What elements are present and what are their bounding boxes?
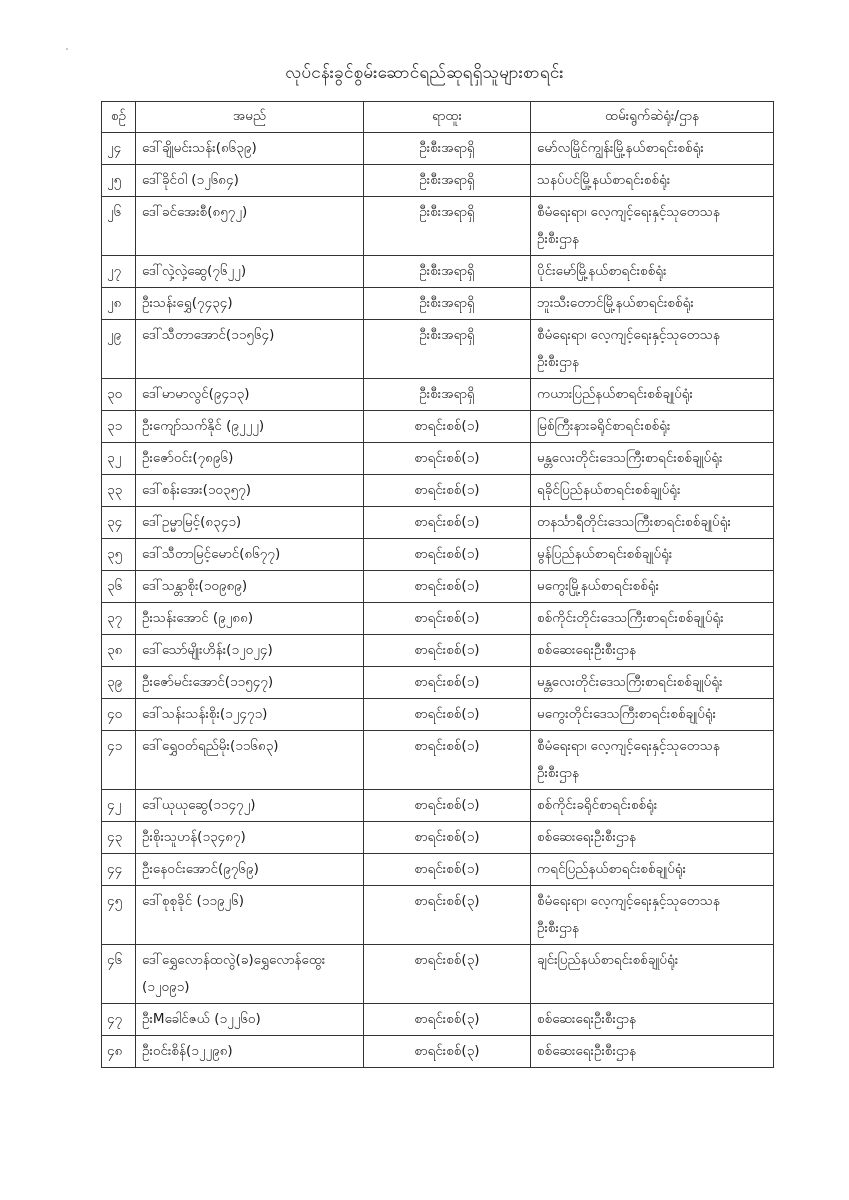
serial-number: ၄၅ — [102, 886, 136, 945]
person-name-line: ဒေါ်စုစုခိုင် (၁၁၉၂၆) — [142, 893, 245, 909]
office — [531, 571, 774, 603]
person-name-line: ဦးနေဝင်းအောင်(၉၇၆၉) — [142, 861, 259, 877]
office — [531, 165, 774, 197]
person-name-line: ဒေါ်ခင်အေးစီ(၈၅၇၂) — [142, 204, 248, 220]
office — [531, 256, 774, 288]
rank: ဦးစီးအရာရှိ — [364, 379, 531, 411]
table-row — [102, 443, 774, 475]
table-row — [102, 165, 774, 197]
office — [531, 822, 774, 854]
awardees-table — [101, 101, 774, 1068]
person-name-line: ဒေါ်ရွှေလောန်ထလွဲ(ခ)ရွှေလောန်ထွေး — [142, 952, 326, 968]
office-line: စစ်ဆေးရေးဦးစီးဌာန — [537, 829, 636, 845]
office — [531, 635, 774, 667]
person-name-line: ဦးဝင်းစိန်(၁၂၂၉၈) — [142, 1043, 233, 1059]
serial-number: ၂၄ — [102, 133, 136, 165]
person-name — [136, 822, 364, 854]
office-line: မကွေးမြို့နယ်စာရင်းစစ်ရုံး — [537, 578, 660, 594]
serial-number: ၃၆ — [102, 571, 136, 603]
table-row — [102, 1004, 774, 1036]
office-line: ချင်းပြည်နယ်စာရင်းစစ်ချုပ်ရုံး — [537, 952, 679, 968]
rank: စာရင်းစစ်(၁) — [364, 571, 531, 603]
serial-number: ၄၆ — [102, 945, 136, 1004]
table-row — [102, 790, 774, 822]
office — [531, 1036, 774, 1068]
office-line: စစ်ကိုင်းခရိုင်စာရင်းစစ်ရုံး — [537, 797, 658, 813]
rank: စာရင်းစစ်(၁) — [364, 603, 531, 635]
serial-number: ၄၃ — [102, 822, 136, 854]
office — [531, 854, 774, 886]
office-line: ဘူးသီးတောင်မြို့နယ်စာရင်းစစ်ရုံး — [537, 295, 694, 311]
person-name — [136, 320, 364, 379]
table-row — [102, 699, 774, 731]
person-name — [136, 790, 364, 822]
person-name — [136, 475, 364, 507]
rank: စာရင်းစစ်(၁) — [364, 539, 531, 571]
office — [531, 699, 774, 731]
office-line: ကယားပြည်နယ်စာရင်းစစ်ချုပ်ရုံး — [537, 386, 693, 402]
serial-number: ၂၉ — [102, 320, 136, 379]
rank: စာရင်းစစ်(၁) — [364, 667, 531, 699]
person-name-line: (၁၂၀၉၁) — [142, 979, 190, 995]
serial-number: ၂၇ — [102, 256, 136, 288]
header-rank: ရာထူး — [364, 102, 531, 133]
table-header-row — [102, 102, 774, 133]
table-row — [102, 603, 774, 635]
person-name-line: ဦးဇော်မင်းအောင်(၁၁၅၄၇) — [142, 674, 274, 690]
person-name — [136, 571, 364, 603]
table-row — [102, 667, 774, 699]
person-name-line: ဦးကျော်သက်နိုင် (၉၂၂၂) — [142, 418, 265, 434]
rank: စာရင်းစစ်(၁) — [364, 790, 531, 822]
serial-number: ၃၄ — [102, 507, 136, 539]
rank: ဦးစီးအရာရှိ — [364, 256, 531, 288]
office — [531, 886, 774, 945]
person-name-line: ဒေါ်လှဲ့လှဲ့ဆွေ(၇၆၂၂) — [142, 263, 247, 279]
office — [531, 539, 774, 571]
person-name — [136, 854, 364, 886]
rank: စာရင်းစစ်(၁) — [364, 443, 531, 475]
office — [531, 475, 774, 507]
office-line: ဦးစီးဌာန — [537, 765, 579, 781]
table-row — [102, 1036, 774, 1068]
person-name — [136, 945, 364, 1004]
serial-number: ၂၆ — [102, 197, 136, 256]
rank: ဦးစီးအရာရှိ — [364, 165, 531, 197]
table-row — [102, 411, 774, 443]
office-line: သနပ်ပင်မြို့နယ်စာရင်းစစ်ရုံး — [537, 172, 671, 188]
person-name-line: ဒေါ်စန်းအေး(၁၀၃၅၇) — [142, 482, 252, 498]
serial-number: ၄၀ — [102, 699, 136, 731]
office — [531, 197, 774, 256]
rank: စာရင်းစစ်(၁) — [364, 635, 531, 667]
rank: စာရင်းစစ်(၁) — [364, 731, 531, 790]
table-row — [102, 539, 774, 571]
office-line: မော်လမြိုင်ကျွန်းမြို့နယ်စာရင်းစစ်ရုံး — [537, 140, 704, 156]
table-row — [102, 379, 774, 411]
office-line: မကွေးတိုင်းဒေသကြီးစာရင်းစစ်ချုပ်ရုံး — [537, 706, 717, 722]
office-line: တနင်္သာရီတိုင်းဒေသကြီးစာရင်းစစ်ချုပ်ရုံး — [537, 514, 731, 530]
serial-number: ၃၂ — [102, 443, 136, 475]
table-row — [102, 822, 774, 854]
office — [531, 320, 774, 379]
office-line: စစ်ဆေးရေးဦးစီးဌာန — [537, 642, 636, 658]
serial-number: ၃၃ — [102, 475, 136, 507]
serial-number: ၃၉ — [102, 667, 136, 699]
rank: စာရင်းစစ်(၁) — [364, 854, 531, 886]
serial-number: ၃၀ — [102, 379, 136, 411]
rank: စာရင်းစစ်(၁) — [364, 699, 531, 731]
serial-number: ၃၈ — [102, 635, 136, 667]
person-name — [136, 539, 364, 571]
person-name — [136, 507, 364, 539]
person-name — [136, 667, 364, 699]
office — [531, 731, 774, 790]
office-line: စီမံရေးရာ၊ လေ့ကျင့်ရေးနှင့်သုတေသန — [537, 204, 720, 220]
table-row — [102, 320, 774, 379]
office — [531, 507, 774, 539]
person-name — [136, 256, 364, 288]
rank: စာရင်းစစ်(၃) — [364, 1004, 531, 1036]
person-name — [136, 288, 364, 320]
table-row — [102, 886, 774, 945]
table-row — [102, 945, 774, 1004]
serial-number: ၂၅ — [102, 165, 136, 197]
person-name-line: ဦးစိုးသူဟန်(၁၃၄၈၇) — [142, 829, 246, 845]
person-name-line: ဒေါ်ယုယုဆွေ(၁၁၄၇၂) — [142, 797, 256, 813]
rank: စာရင်းစစ်(၃) — [364, 1036, 531, 1068]
person-name — [136, 133, 364, 165]
serial-number: ၄၂ — [102, 790, 136, 822]
person-name-line: ဒေါ်သော်မျိုးဟိန်း(၁၂၀၂၄) — [142, 642, 273, 658]
scan-speck — [66, 48, 68, 50]
office-line: စီမံရေးရာ၊ လေ့ကျင့်ရေးနှင့်သုတေသန — [537, 738, 720, 754]
header-office: ထမ်းရွက်ဆဲရုံး/ဌာန — [531, 102, 774, 133]
office-line: ပိုင်းမော်မြို့နယ်စာရင်းစစ်ရုံး — [537, 263, 667, 279]
rank: ဦးစီးအရာရှိ — [364, 288, 531, 320]
table-row — [102, 475, 774, 507]
person-name-line: ဒေါ်သန်းသန်းစိုး(၁၂၄၇၁) — [142, 706, 268, 722]
rank: စာရင်းစစ်(၁) — [364, 475, 531, 507]
office-line: ရခိုင်ပြည်နယ်စာရင်းစစ်ချုပ်ရုံး — [537, 482, 681, 498]
person-name-line: ဒေါ်ချိုမင်းသန်း(၈၆၃၉) — [142, 140, 257, 156]
office — [531, 379, 774, 411]
serial-number: ၃၇ — [102, 603, 136, 635]
office-line: ဦးစီးဌာန — [537, 920, 579, 936]
person-name-line: ဒေါ်ခိုင်ဝါ (၁၂၆၈၄) — [142, 172, 239, 188]
serial-number: ၄၈ — [102, 1036, 136, 1068]
person-name — [136, 379, 364, 411]
office-line: ဦးစီးဌာန — [537, 231, 579, 247]
person-name — [136, 731, 364, 790]
person-name — [136, 1036, 364, 1068]
table-row — [102, 731, 774, 790]
office-line: မန္တလေးတိုင်းဒေသကြီးစာရင်းစစ်ချုပ်ရုံး — [537, 674, 723, 690]
person-name-line: ဦးဇော်ဝင်း(၇၈၉၆) — [142, 450, 234, 466]
person-name — [136, 1004, 364, 1036]
person-name — [136, 699, 364, 731]
serial-number: ၂၈ — [102, 288, 136, 320]
office — [531, 411, 774, 443]
office — [531, 443, 774, 475]
table-row — [102, 197, 774, 256]
rank: စာရင်းစစ်(၃) — [364, 886, 531, 945]
office-line: မြစ်ကြီးနားခရိုင်စာရင်းစစ်ရုံး — [537, 418, 671, 434]
person-name — [136, 443, 364, 475]
rank: စာရင်းစစ်(၁) — [364, 411, 531, 443]
person-name-line: ဒေါ်ဥမ္မာမြင့်(၈၃၄၁) — [142, 514, 242, 530]
serial-number: ၃၁ — [102, 411, 136, 443]
office — [531, 1004, 774, 1036]
person-name — [136, 165, 364, 197]
document-title: လုပ်ငန်းခွင်စွမ်းဆောင်ရည်ဆုရရှိသူများစာရင်း — [285, 63, 564, 83]
office — [531, 133, 774, 165]
person-name-line: ဦးMခေါင်ဇယ် (၁၂၂၆၀) — [142, 1011, 261, 1027]
office-line: မွန်ပြည်နယ်စာရင်းစစ်ချုပ်ရုံး — [537, 546, 673, 562]
header-name: အမည် — [136, 102, 364, 133]
office — [531, 790, 774, 822]
table-row — [102, 133, 774, 165]
table-row — [102, 854, 774, 886]
office-line: စီမံရေးရာ၊ လေ့ကျင့်ရေးနှင့်သုတေသန — [537, 893, 720, 909]
office-line: မန္တလေးတိုင်းဒေသကြီးစာရင်းစစ်ချုပ်ရုံး — [537, 450, 723, 466]
serial-number: ၄၁ — [102, 731, 136, 790]
person-name-line: ဒေါ်ရွှေဝတ်ရည်မိုး(၁၁၆၈၃) — [142, 738, 279, 754]
person-name — [136, 197, 364, 256]
office — [531, 667, 774, 699]
serial-number: ၄၇ — [102, 1004, 136, 1036]
serial-number: ၄၄ — [102, 854, 136, 886]
person-name — [136, 635, 364, 667]
rank: စာရင်းစစ်(၁) — [364, 822, 531, 854]
table-row — [102, 288, 774, 320]
person-name — [136, 411, 364, 443]
person-name — [136, 886, 364, 945]
rank: ဦးစီးအရာရှိ — [364, 133, 531, 165]
person-name — [136, 603, 364, 635]
office-line: စစ်ဆေးရေးဦးစီးဌာန — [537, 1011, 636, 1027]
office-line: စီမံရေးရာ၊ လေ့ကျင့်ရေးနှင့်သုတေသန — [537, 327, 720, 343]
office-line: စစ်ဆေးရေးဦးစီးဌာန — [537, 1043, 636, 1059]
person-name-line: ဒေါ်မာမာလွင်(၉၄၁၃) — [142, 386, 250, 402]
person-name-line: ဦးသန်းရွှေ(၇၄၃၄) — [142, 295, 233, 311]
rank: ဦးစီးအရာရှိ — [364, 320, 531, 379]
rank: ဦးစီးအရာရှိ — [364, 197, 531, 256]
office — [531, 603, 774, 635]
office-line: စစ်ကိုင်းတိုင်းဒေသကြီးစာရင်းစစ်ချုပ်ရုံး — [537, 610, 724, 626]
person-name-line: ဒေါ်သန္တာစိုး(၁၀၉၈၉) — [142, 578, 248, 594]
person-name-line: ဒေါ်သီတာအောင်(၁၁၅၆၄) — [142, 327, 275, 343]
serial-number: ၃၅ — [102, 539, 136, 571]
rank: စာရင်းစစ်(၁) — [364, 507, 531, 539]
header-serial: စဉ် — [102, 102, 136, 133]
office-line: ကရင်ပြည်နယ်စာရင်းစစ်ချုပ်ရုံး — [537, 861, 687, 877]
table-row — [102, 571, 774, 603]
table-row — [102, 635, 774, 667]
person-name-line: ဦးသန်းအောင် (၉၂၈၈) — [142, 610, 254, 626]
rank: စာရင်းစစ်(၃) — [364, 945, 531, 1004]
office — [531, 288, 774, 320]
office-line: ဦးစီးဌာန — [537, 354, 579, 370]
person-name-line: ဒေါ်သီတာမြင့်မောင်(၈၆၇၇) — [142, 546, 281, 562]
table-row — [102, 507, 774, 539]
table-row — [102, 256, 774, 288]
office — [531, 945, 774, 1004]
